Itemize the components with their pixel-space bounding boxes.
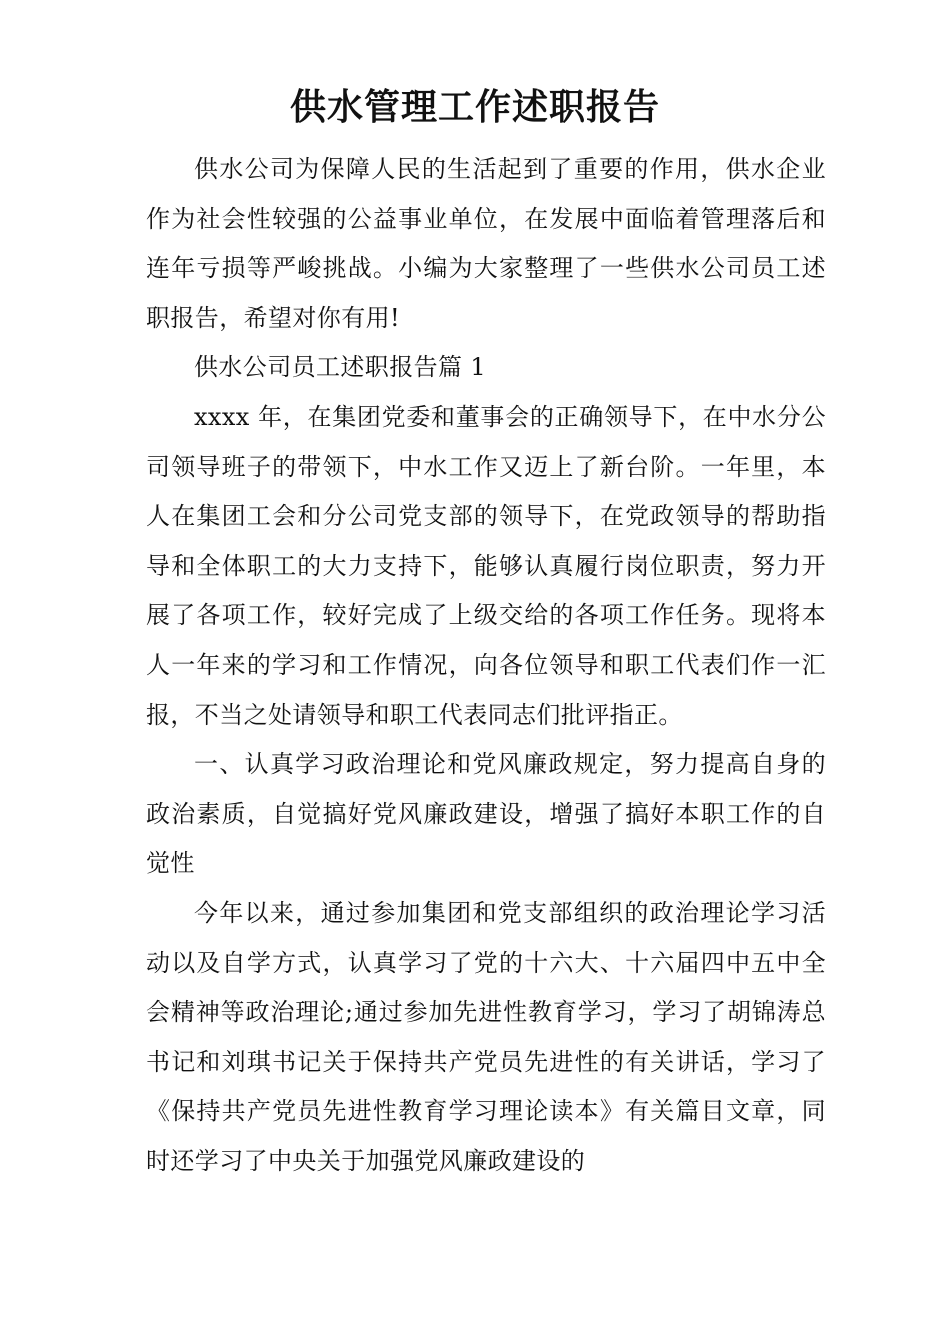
paragraph-section-heading: 供水公司员工述职报告篇 1 <box>194 353 487 382</box>
paragraph-opening: xxxx 年，在集团党委和董事会的正确领导下，在中水分公司领导班子的带领下，中水工作又迈上了新台阶。一年里，本人在集团工会和分公司党支部的领导下，在党政领导的帮助指导和全体职工的大力支持下，能够认真履行岗位职责，努力开展了各项工作，较好完成了上级交给的各项工作任务。现将本人一年来的学习和工作情况，向各位领导和职工代表们作一汇报，不当之处请领导和职工代表同志们批评指正。 <box>146 402 826 729</box>
document-body <box>146 145 826 1186</box>
paragraph-point-one: 一、认真学习政治理论和党风廉政规定，努力提高自身的政治素质，自觉搞好党风廉政建设，增强了搞好本职工作的自觉性 <box>146 750 826 878</box>
paragraph-study: 今年以来，通过参加集团和党支部组织的政治理论学习活动以及自学方式，认真学习了党的十六大、十六届四中五中全会精神等政治理论;通过参加先进性教育学习，学习了胡锦涛总书记和刘琪书记关于保持共产党员先进性的有关讲话，学习了《保持共产党员先进性教育学习理论读本》有关篇目文章，同时还学习了中央关于加强党风廉政建设的 <box>146 898 826 1175</box>
paragraph-intro: 供水公司为保障人民的生活起到了重要的作用，供水企业作为社会性较强的公益事业单位，在发展中面临着管理落后和连年亏损等严峻挑战。小编为大家整理了一些供水公司员工述职报告，希望对你有用! <box>146 155 826 332</box>
document-title: 供水管理工作述职报告 <box>289 86 660 128</box>
